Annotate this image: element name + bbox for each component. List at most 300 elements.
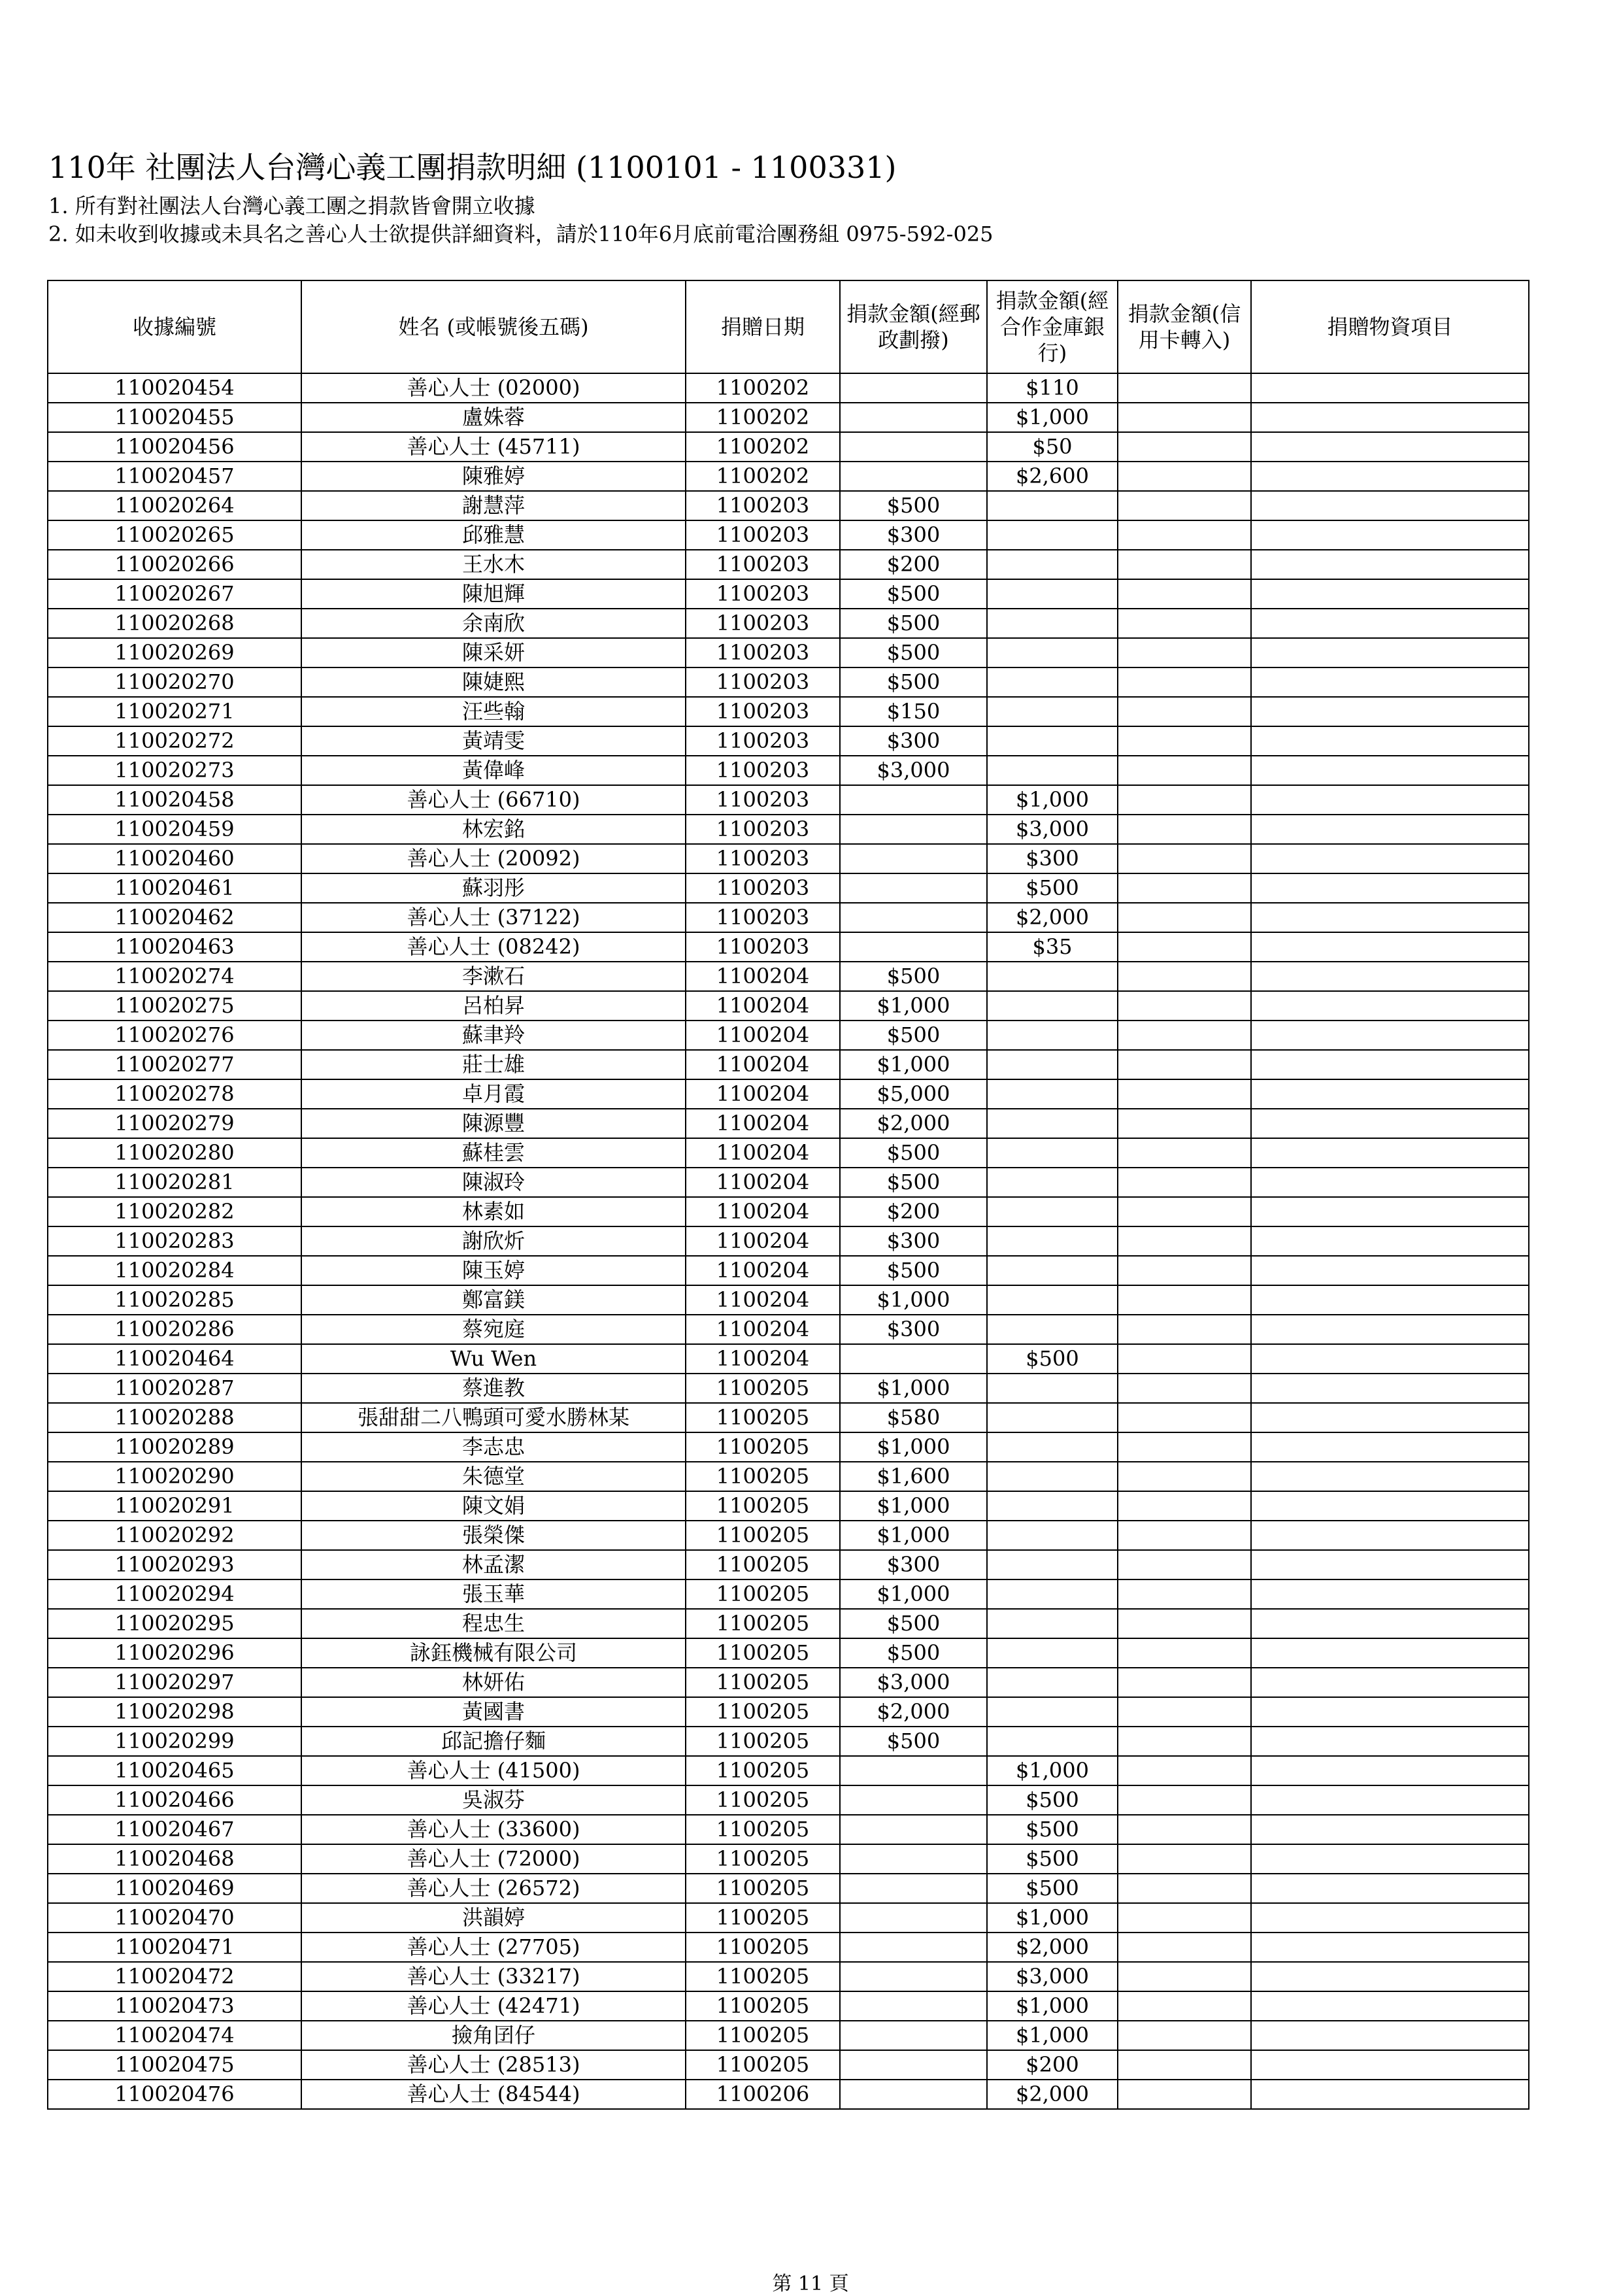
cell-postal-amount: $1,000 bbox=[840, 1491, 987, 1521]
header-name: 姓名 (或帳號後五碼) bbox=[301, 280, 686, 373]
cell-postal-amount: $1,000 bbox=[840, 991, 987, 1021]
cell-name: 善心人士 (37122) bbox=[301, 903, 686, 932]
cell-date: 1100204 bbox=[686, 1197, 840, 1226]
page-number: 第 11 頁 bbox=[772, 2272, 849, 2295]
cell-postal-amount: $500 bbox=[840, 609, 987, 638]
table-row bbox=[48, 1079, 1529, 1109]
cell-receipt-no: 110020264 bbox=[48, 491, 301, 520]
cell-postal-amount bbox=[840, 373, 987, 403]
cell-name: 詠鈺機械有限公司 bbox=[301, 1638, 686, 1668]
cell-bank-amount bbox=[987, 1462, 1118, 1491]
cell-postal-amount: $200 bbox=[840, 550, 987, 579]
table-row bbox=[48, 962, 1529, 991]
cell-card-amount bbox=[1118, 1815, 1251, 1844]
cell-card-amount bbox=[1118, 1727, 1251, 1756]
cell-bank-amount bbox=[987, 491, 1118, 520]
cell-bank-amount bbox=[987, 1109, 1118, 1138]
cell-date: 1100204 bbox=[686, 1285, 840, 1315]
cell-receipt-no: 110020265 bbox=[48, 520, 301, 550]
cell-postal-amount: $500 bbox=[840, 667, 987, 697]
cell-date: 1100205 bbox=[686, 1491, 840, 1521]
cell-bank-amount bbox=[987, 638, 1118, 667]
cell-receipt-no: 110020275 bbox=[48, 991, 301, 1021]
cell-date: 1100204 bbox=[686, 991, 840, 1021]
cell-name: 陳旭輝 bbox=[301, 579, 686, 609]
cell-receipt-no: 110020286 bbox=[48, 1315, 301, 1344]
table-row bbox=[48, 2050, 1529, 2080]
cell-date: 1100202 bbox=[686, 462, 840, 491]
table-row bbox=[48, 1874, 1529, 1903]
cell-name: 善心人士 (33217) bbox=[301, 1962, 686, 1991]
cell-bank-amount: $3,000 bbox=[987, 815, 1118, 844]
cell-bank-amount bbox=[987, 550, 1118, 579]
cell-name: 林宏銘 bbox=[301, 815, 686, 844]
cell-card-amount bbox=[1118, 1344, 1251, 1374]
cell-date: 1100205 bbox=[686, 1991, 840, 2021]
cell-card-amount bbox=[1118, 1168, 1251, 1197]
cell-postal-amount bbox=[840, 1815, 987, 1844]
table-row bbox=[48, 1197, 1529, 1226]
cell-receipt-no: 110020269 bbox=[48, 638, 301, 667]
table-row bbox=[48, 844, 1529, 873]
table-row bbox=[48, 1727, 1529, 1756]
cell-bank-amount: $500 bbox=[987, 1785, 1118, 1815]
cell-card-amount bbox=[1118, 844, 1251, 873]
table-row bbox=[48, 550, 1529, 579]
cell-date: 1100206 bbox=[686, 2080, 840, 2109]
cell-donated-items bbox=[1251, 2021, 1529, 2050]
cell-date: 1100205 bbox=[686, 1579, 840, 1609]
cell-card-amount bbox=[1118, 1432, 1251, 1462]
cell-date: 1100205 bbox=[686, 1432, 840, 1462]
cell-date: 1100205 bbox=[686, 1962, 840, 1991]
cell-postal-amount: $300 bbox=[840, 520, 987, 550]
cell-name: 善心人士 (45711) bbox=[301, 432, 686, 462]
cell-receipt-no: 110020475 bbox=[48, 2050, 301, 2080]
cell-postal-amount bbox=[840, 2021, 987, 2050]
cell-donated-items bbox=[1251, 1226, 1529, 1256]
cell-donated-items bbox=[1251, 903, 1529, 932]
cell-postal-amount: $3,000 bbox=[840, 756, 987, 785]
table-row bbox=[48, 2080, 1529, 2109]
cell-name: 李漱石 bbox=[301, 962, 686, 991]
table-row bbox=[48, 1844, 1529, 1874]
cell-donated-items bbox=[1251, 520, 1529, 550]
cell-postal-amount: $500 bbox=[840, 1138, 987, 1168]
cell-donated-items bbox=[1251, 873, 1529, 903]
cell-donated-items bbox=[1251, 667, 1529, 697]
table-row bbox=[48, 697, 1529, 726]
cell-card-amount bbox=[1118, 1226, 1251, 1256]
cell-name: 卓月霞 bbox=[301, 1079, 686, 1109]
cell-receipt-no: 110020283 bbox=[48, 1226, 301, 1256]
cell-postal-amount bbox=[840, 815, 987, 844]
header-bank-amount: 捐款金額(經合作金庫銀行) bbox=[987, 280, 1118, 373]
table-row bbox=[48, 1697, 1529, 1727]
table-row bbox=[48, 1462, 1529, 1491]
cell-name: 黃偉峰 bbox=[301, 756, 686, 785]
cell-card-amount bbox=[1118, 873, 1251, 903]
header-postal-amount: 捐款金額(經郵政劃撥) bbox=[840, 280, 987, 373]
cell-receipt-no: 110020463 bbox=[48, 932, 301, 962]
cell-date: 1100204 bbox=[686, 1256, 840, 1285]
cell-name: 善心人士 (08242) bbox=[301, 932, 686, 962]
cell-donated-items bbox=[1251, 726, 1529, 756]
table-row bbox=[48, 1550, 1529, 1579]
cell-card-amount bbox=[1118, 932, 1251, 962]
cell-bank-amount: $1,000 bbox=[987, 403, 1118, 432]
header-card-amount: 捐款金額(信用卡轉入) bbox=[1118, 280, 1251, 373]
cell-postal-amount bbox=[840, 785, 987, 815]
cell-receipt-no: 110020466 bbox=[48, 1785, 301, 1815]
table-row bbox=[48, 1432, 1529, 1462]
cell-receipt-no: 110020279 bbox=[48, 1109, 301, 1138]
cell-bank-amount bbox=[987, 1050, 1118, 1079]
cell-date: 1100203 bbox=[686, 903, 840, 932]
cell-name: 邱記擔仔麵 bbox=[301, 1727, 686, 1756]
cell-date: 1100204 bbox=[686, 1079, 840, 1109]
cell-name: 鄭富鎂 bbox=[301, 1285, 686, 1315]
cell-card-amount bbox=[1118, 1933, 1251, 1962]
cell-postal-amount: $1,000 bbox=[840, 1521, 987, 1550]
cell-receipt-no: 110020270 bbox=[48, 667, 301, 697]
cell-card-amount bbox=[1118, 1638, 1251, 1668]
cell-receipt-no: 110020455 bbox=[48, 403, 301, 432]
table-row bbox=[48, 579, 1529, 609]
cell-donated-items bbox=[1251, 1521, 1529, 1550]
cell-donated-items bbox=[1251, 579, 1529, 609]
cell-donated-items bbox=[1251, 932, 1529, 962]
cell-date: 1100205 bbox=[686, 2050, 840, 2080]
cell-donated-items bbox=[1251, 1991, 1529, 2021]
cell-name: 善心人士 (84544) bbox=[301, 2080, 686, 2109]
cell-name: 程忠生 bbox=[301, 1609, 686, 1638]
cell-receipt-no: 110020288 bbox=[48, 1403, 301, 1432]
cell-name: 朱德堂 bbox=[301, 1462, 686, 1491]
cell-receipt-no: 110020297 bbox=[48, 1668, 301, 1697]
cell-name: 林素如 bbox=[301, 1197, 686, 1226]
cell-date: 1100205 bbox=[686, 1374, 840, 1403]
table-row bbox=[48, 373, 1529, 403]
table-row bbox=[48, 1933, 1529, 1962]
cell-receipt-no: 110020277 bbox=[48, 1050, 301, 1079]
cell-receipt-no: 110020282 bbox=[48, 1197, 301, 1226]
cell-bank-amount: $200 bbox=[987, 2050, 1118, 2080]
cell-donated-items bbox=[1251, 2050, 1529, 2080]
cell-date: 1100205 bbox=[686, 1638, 840, 1668]
cell-postal-amount bbox=[840, 873, 987, 903]
cell-card-amount bbox=[1118, 756, 1251, 785]
cell-receipt-no: 110020472 bbox=[48, 1962, 301, 1991]
cell-receipt-no: 110020290 bbox=[48, 1462, 301, 1491]
cell-receipt-no: 110020271 bbox=[48, 697, 301, 726]
cell-bank-amount bbox=[987, 1168, 1118, 1197]
cell-date: 1100203 bbox=[686, 815, 840, 844]
cell-postal-amount: $500 bbox=[840, 1021, 987, 1050]
cell-name: 盧姝蓉 bbox=[301, 403, 686, 432]
cell-card-amount bbox=[1118, 667, 1251, 697]
cell-bank-amount bbox=[987, 1256, 1118, 1285]
cell-name: 陳婕熙 bbox=[301, 667, 686, 697]
cell-date: 1100204 bbox=[686, 1168, 840, 1197]
cell-date: 1100203 bbox=[686, 697, 840, 726]
cell-bank-amount: $1,000 bbox=[987, 785, 1118, 815]
cell-receipt-no: 110020469 bbox=[48, 1874, 301, 1903]
cell-date: 1100205 bbox=[686, 1844, 840, 1874]
table-row bbox=[48, 491, 1529, 520]
cell-name: 吳淑芬 bbox=[301, 1785, 686, 1815]
cell-card-amount bbox=[1118, 1256, 1251, 1285]
cell-date: 1100204 bbox=[686, 1021, 840, 1050]
cell-bank-amount: $2,000 bbox=[987, 903, 1118, 932]
cell-bank-amount bbox=[987, 1197, 1118, 1226]
cell-donated-items bbox=[1251, 432, 1529, 462]
cell-bank-amount: $500 bbox=[987, 1344, 1118, 1374]
cell-date: 1100205 bbox=[686, 1727, 840, 1756]
cell-bank-amount: $500 bbox=[987, 1844, 1118, 1874]
cell-card-amount bbox=[1118, 1138, 1251, 1168]
cell-donated-items bbox=[1251, 1962, 1529, 1991]
cell-name: 善心人士 (72000) bbox=[301, 1844, 686, 1874]
cell-donated-items bbox=[1251, 1050, 1529, 1079]
cell-name: 善心人士 (42471) bbox=[301, 1991, 686, 2021]
table-row bbox=[48, 1226, 1529, 1256]
cell-name: 陳雅婷 bbox=[301, 462, 686, 491]
cell-bank-amount bbox=[987, 1021, 1118, 1050]
cell-name: 張甜甜二八鴨頭可愛水勝林某 bbox=[301, 1403, 686, 1432]
cell-date: 1100205 bbox=[686, 1462, 840, 1491]
cell-bank-amount: $500 bbox=[987, 1815, 1118, 1844]
cell-receipt-no: 110020459 bbox=[48, 815, 301, 844]
cell-bank-amount: $50 bbox=[987, 432, 1118, 462]
cell-donated-items bbox=[1251, 609, 1529, 638]
cell-bank-amount bbox=[987, 726, 1118, 756]
cell-bank-amount bbox=[987, 1491, 1118, 1521]
cell-receipt-no: 110020284 bbox=[48, 1256, 301, 1285]
cell-name: 黃國書 bbox=[301, 1697, 686, 1727]
cell-date: 1100203 bbox=[686, 756, 840, 785]
cell-donated-items bbox=[1251, 1374, 1529, 1403]
cell-receipt-no: 110020295 bbox=[48, 1609, 301, 1638]
table-row bbox=[48, 1285, 1529, 1315]
cell-card-amount bbox=[1118, 462, 1251, 491]
cell-card-amount bbox=[1118, 373, 1251, 403]
cell-date: 1100205 bbox=[686, 1933, 840, 1962]
cell-receipt-no: 110020278 bbox=[48, 1079, 301, 1109]
cell-receipt-no: 110020285 bbox=[48, 1285, 301, 1315]
cell-date: 1100205 bbox=[686, 1874, 840, 1903]
header-date: 捐贈日期 bbox=[686, 280, 840, 373]
cell-postal-amount bbox=[840, 1962, 987, 1991]
cell-donated-items bbox=[1251, 1550, 1529, 1579]
cell-name: 林孟潔 bbox=[301, 1550, 686, 1579]
table-row bbox=[48, 1785, 1529, 1815]
cell-donated-items bbox=[1251, 1138, 1529, 1168]
cell-date: 1100205 bbox=[686, 2021, 840, 2050]
cell-date: 1100204 bbox=[686, 1109, 840, 1138]
cell-postal-amount: $1,000 bbox=[840, 1432, 987, 1462]
cell-card-amount bbox=[1118, 1374, 1251, 1403]
cell-donated-items bbox=[1251, 403, 1529, 432]
table-row bbox=[48, 1315, 1529, 1344]
cell-card-amount bbox=[1118, 1315, 1251, 1344]
table-row bbox=[48, 1962, 1529, 1991]
cell-donated-items bbox=[1251, 991, 1529, 1021]
cell-postal-amount bbox=[840, 1874, 987, 1903]
cell-bank-amount: $500 bbox=[987, 1874, 1118, 1903]
table-row bbox=[48, 1668, 1529, 1697]
cell-postal-amount: $1,000 bbox=[840, 1050, 987, 1079]
cell-bank-amount bbox=[987, 1668, 1118, 1697]
cell-receipt-no: 110020298 bbox=[48, 1697, 301, 1727]
cell-donated-items bbox=[1251, 2080, 1529, 2109]
table-row bbox=[48, 726, 1529, 756]
cell-bank-amount: $1,000 bbox=[987, 2021, 1118, 2050]
cell-card-amount bbox=[1118, 962, 1251, 991]
cell-receipt-no: 110020267 bbox=[48, 579, 301, 609]
cell-card-amount bbox=[1118, 609, 1251, 638]
table-row bbox=[48, 1403, 1529, 1432]
cell-date: 1100205 bbox=[686, 1403, 840, 1432]
cell-name: 陳采妍 bbox=[301, 638, 686, 667]
cell-bank-amount bbox=[987, 756, 1118, 785]
cell-date: 1100205 bbox=[686, 1550, 840, 1579]
cell-card-amount bbox=[1118, 1962, 1251, 1991]
table-row bbox=[48, 1903, 1529, 1933]
cell-bank-amount bbox=[987, 1079, 1118, 1109]
cell-postal-amount: $500 bbox=[840, 579, 987, 609]
cell-receipt-no: 110020467 bbox=[48, 1815, 301, 1844]
table-row bbox=[48, 932, 1529, 962]
cell-donated-items bbox=[1251, 1197, 1529, 1226]
cell-bank-amount: $3,000 bbox=[987, 1962, 1118, 1991]
table-row bbox=[48, 1579, 1529, 1609]
cell-name: 張榮傑 bbox=[301, 1521, 686, 1550]
cell-postal-amount: $2,000 bbox=[840, 1697, 987, 1727]
cell-postal-amount bbox=[840, 1933, 987, 1962]
cell-postal-amount: $300 bbox=[840, 1315, 987, 1344]
cell-receipt-no: 110020461 bbox=[48, 873, 301, 903]
cell-donated-items bbox=[1251, 697, 1529, 726]
table-row bbox=[48, 403, 1529, 432]
cell-postal-amount: $300 bbox=[840, 1226, 987, 1256]
header-receipt-no: 收據編號 bbox=[48, 280, 301, 373]
cell-bank-amount bbox=[987, 609, 1118, 638]
cell-donated-items bbox=[1251, 1638, 1529, 1668]
table-row bbox=[48, 1050, 1529, 1079]
cell-bank-amount: $1,000 bbox=[987, 1903, 1118, 1933]
cell-name: 李志忠 bbox=[301, 1432, 686, 1462]
cell-card-amount bbox=[1118, 1079, 1251, 1109]
cell-date: 1100203 bbox=[686, 667, 840, 697]
cell-date: 1100204 bbox=[686, 1138, 840, 1168]
cell-donated-items bbox=[1251, 815, 1529, 844]
cell-card-amount bbox=[1118, 1844, 1251, 1874]
cell-receipt-no: 110020266 bbox=[48, 550, 301, 579]
cell-postal-amount bbox=[840, 432, 987, 462]
cell-postal-amount: $1,000 bbox=[840, 1374, 987, 1403]
cell-name: 洪韻婷 bbox=[301, 1903, 686, 1933]
cell-name: 黃靖雯 bbox=[301, 726, 686, 756]
cell-bank-amount bbox=[987, 1697, 1118, 1727]
cell-date: 1100204 bbox=[686, 1050, 840, 1079]
cell-name: 邱雅慧 bbox=[301, 520, 686, 550]
cell-bank-amount bbox=[987, 1226, 1118, 1256]
note-receipts: 1. 所有對社團法人台灣心義工團之捐款皆會開立收據 bbox=[48, 194, 535, 218]
cell-date: 1100203 bbox=[686, 785, 840, 815]
cell-receipt-no: 110020470 bbox=[48, 1903, 301, 1933]
cell-date: 1100202 bbox=[686, 403, 840, 432]
cell-date: 1100203 bbox=[686, 520, 840, 550]
cell-receipt-no: 110020458 bbox=[48, 785, 301, 815]
cell-donated-items bbox=[1251, 1844, 1529, 1874]
cell-donated-items bbox=[1251, 638, 1529, 667]
cell-postal-amount bbox=[840, 932, 987, 962]
note-contact: 2. 如未收到收據或未具名之善心人士欲提供詳細資料，請於110年6月底前電洽團務組 0975-592-025 bbox=[48, 222, 994, 246]
cell-postal-amount bbox=[840, 903, 987, 932]
cell-card-amount bbox=[1118, 1609, 1251, 1638]
cell-name: 撿角囝仔 bbox=[301, 2021, 686, 2050]
cell-name: 林妍佑 bbox=[301, 1668, 686, 1697]
cell-card-amount bbox=[1118, 579, 1251, 609]
cell-bank-amount bbox=[987, 579, 1118, 609]
cell-donated-items bbox=[1251, 1756, 1529, 1785]
cell-postal-amount: $500 bbox=[840, 1638, 987, 1668]
cell-date: 1100205 bbox=[686, 1785, 840, 1815]
cell-card-amount bbox=[1118, 1874, 1251, 1903]
cell-receipt-no: 110020476 bbox=[48, 2080, 301, 2109]
cell-bank-amount bbox=[987, 962, 1118, 991]
cell-receipt-no: 110020276 bbox=[48, 1021, 301, 1050]
cell-donated-items bbox=[1251, 1933, 1529, 1962]
cell-card-amount bbox=[1118, 1903, 1251, 1933]
cell-name: 蔡進教 bbox=[301, 1374, 686, 1403]
cell-date: 1100204 bbox=[686, 1344, 840, 1374]
cell-bank-amount bbox=[987, 1550, 1118, 1579]
cell-donated-items bbox=[1251, 962, 1529, 991]
cell-card-amount bbox=[1118, 491, 1251, 520]
cell-card-amount bbox=[1118, 785, 1251, 815]
cell-card-amount bbox=[1118, 1991, 1251, 2021]
cell-card-amount bbox=[1118, 815, 1251, 844]
cell-card-amount bbox=[1118, 2050, 1251, 2080]
cell-receipt-no: 110020294 bbox=[48, 1579, 301, 1609]
cell-card-amount bbox=[1118, 1403, 1251, 1432]
cell-postal-amount: $500 bbox=[840, 1609, 987, 1638]
cell-name: 呂柏昇 bbox=[301, 991, 686, 1021]
cell-postal-amount: $200 bbox=[840, 1197, 987, 1226]
cell-receipt-no: 110020273 bbox=[48, 756, 301, 785]
cell-receipt-no: 110020281 bbox=[48, 1168, 301, 1197]
cell-donated-items bbox=[1251, 1344, 1529, 1374]
cell-name: 汪些翰 bbox=[301, 697, 686, 726]
cell-postal-amount: $500 bbox=[840, 491, 987, 520]
table-row bbox=[48, 520, 1529, 550]
table-row bbox=[48, 1521, 1529, 1550]
cell-postal-amount bbox=[840, 2050, 987, 2080]
cell-card-amount bbox=[1118, 991, 1251, 1021]
cell-name: 余南欣 bbox=[301, 609, 686, 638]
table-row bbox=[48, 903, 1529, 932]
cell-bank-amount bbox=[987, 1609, 1118, 1638]
cell-postal-amount bbox=[840, 1785, 987, 1815]
cell-donated-items bbox=[1251, 1903, 1529, 1933]
table-row bbox=[48, 1168, 1529, 1197]
cell-donated-items bbox=[1251, 1403, 1529, 1432]
cell-donated-items bbox=[1251, 1109, 1529, 1138]
cell-bank-amount bbox=[987, 697, 1118, 726]
cell-donated-items bbox=[1251, 1021, 1529, 1050]
